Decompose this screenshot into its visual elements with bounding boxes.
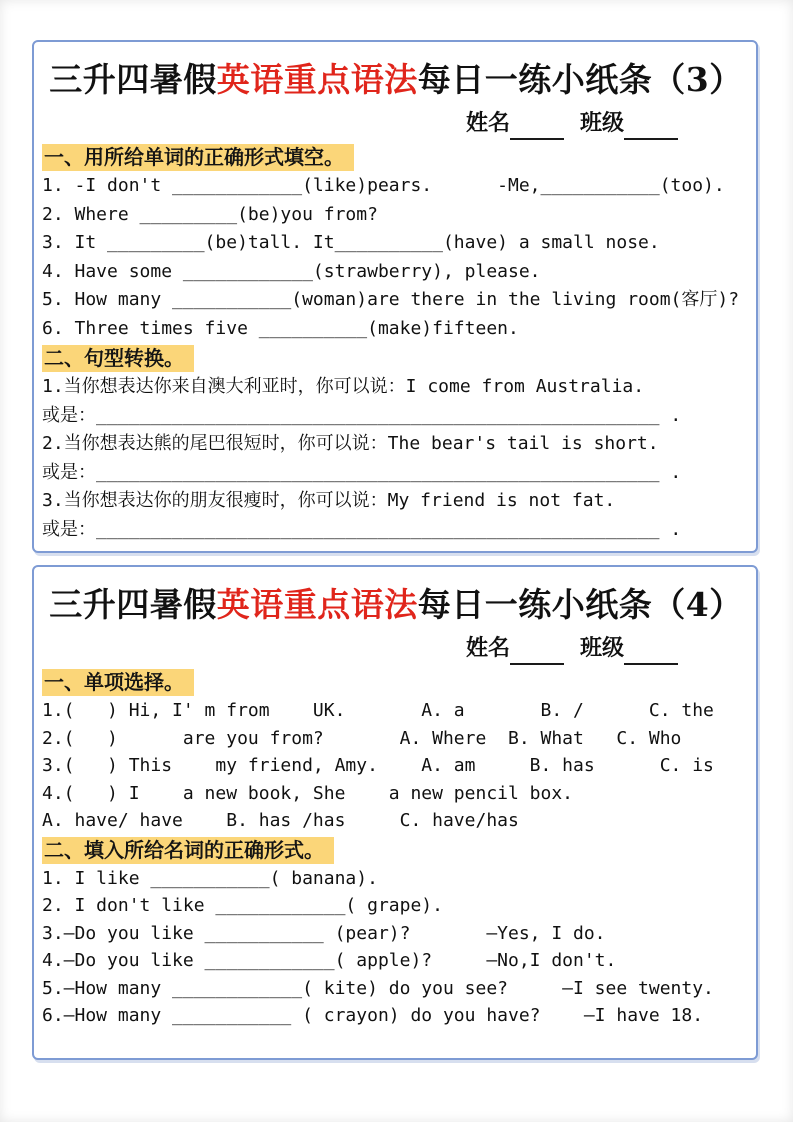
question-line: 3.当你想表达你的朋友很瘦时，你可以说：My friend is not fat. — [42, 490, 616, 511]
name-label: 姓名 — [465, 635, 510, 661]
question-line: 4. Have some ____________(strawberry), please. — [42, 260, 541, 282]
question-line: 1.( ) Hi, I' m from UK. A. a B. / C. the — [42, 700, 714, 721]
name-label: 姓名 — [465, 110, 510, 136]
title-highlight-red: 英语重点语法 — [216, 60, 418, 99]
question-line: 4.( ) I a new book, She a new pencil box. — [42, 782, 574, 804]
question-line: 3.( ) This my friend, Amy. A. am B. has C. is — [42, 755, 714, 776]
worksheet-title — [42, 56, 750, 104]
section-header: 二、填入所给名词的正确形式。 — [42, 837, 334, 864]
title-suffix: 每日一练小纸条（4） — [417, 585, 743, 624]
worksheet-panel-3 — [32, 40, 758, 553]
name-blank — [510, 641, 564, 665]
question-line: 6.—How many ___________ ( crayon) do you have? —I have 18. — [42, 1005, 704, 1026]
question-line: 1.当你想表达你来自澳大利亚时，你可以说：I come from Australia. — [42, 376, 645, 397]
class-label: 班级 — [579, 110, 624, 136]
answer-blank-line: 或是：____________________________________________________ . — [42, 404, 682, 426]
section-sentence-transform — [42, 345, 750, 544]
title-prefix: 三升四暑假 — [49, 60, 217, 99]
section-header: 一、用所给单词的正确形式填空。 — [42, 144, 354, 171]
worksheet-panel-4 — [32, 565, 758, 1060]
name-blank — [510, 116, 564, 140]
class-label: 班级 — [579, 635, 624, 661]
class-blank — [624, 116, 678, 140]
question-line: 6. Three times five __________(make)fifteen. — [42, 317, 519, 339]
name-class-line — [42, 631, 750, 665]
answer-blank-line: 或是：____________________________________________________ . — [42, 518, 682, 540]
question-line: 5. How many ___________(woman)are there in the living room(客厅)? — [42, 289, 740, 310]
question-line: 1. -I don't ____________(like)pears. -Me,___________(too). — [42, 175, 725, 196]
worksheet-title — [42, 581, 750, 629]
class-blank — [624, 641, 678, 665]
title-highlight-red: 英语重点语法 — [216, 585, 418, 624]
section-multiple-choice — [42, 669, 750, 835]
question-line: 2.( ) are you from? A. Where B. What C. Who — [42, 727, 682, 749]
question-line: 4.—Do you like ____________( apple)? —No,I don't. — [42, 950, 617, 971]
question-line: 1. I like ___________( banana). — [42, 867, 378, 889]
options-line: A. have/ have B. has /has C. have/has — [42, 810, 519, 831]
title-prefix: 三升四暑假 — [49, 585, 217, 624]
section-header: 一、单项选择。 — [42, 669, 194, 696]
name-class-line — [42, 106, 750, 140]
question-line: 3.—Do you like ___________ (pear)? —Yes, I do. — [42, 922, 606, 944]
title-suffix: 每日一练小纸条（3） — [417, 60, 743, 99]
question-line: 2. I don't like ____________( grape). — [42, 895, 443, 916]
section-header: 二、句型转换。 — [42, 345, 194, 372]
section-noun-forms — [42, 837, 750, 1030]
question-line: 5.—How many ____________( kite) do you see? —I see twenty. — [42, 977, 714, 999]
question-line: 2. Where _________(be)you from? — [42, 203, 378, 225]
question-line: 3. It _________(be)tall. It__________(have) a small nose. — [42, 232, 660, 253]
answer-blank-line: 或是：____________________________________________________ . — [42, 461, 682, 483]
section-fill-in-blanks — [42, 144, 750, 343]
question-line: 2.当你想表达熊的尾巴很短时，你可以说：The bear's tail is short. — [42, 433, 659, 454]
